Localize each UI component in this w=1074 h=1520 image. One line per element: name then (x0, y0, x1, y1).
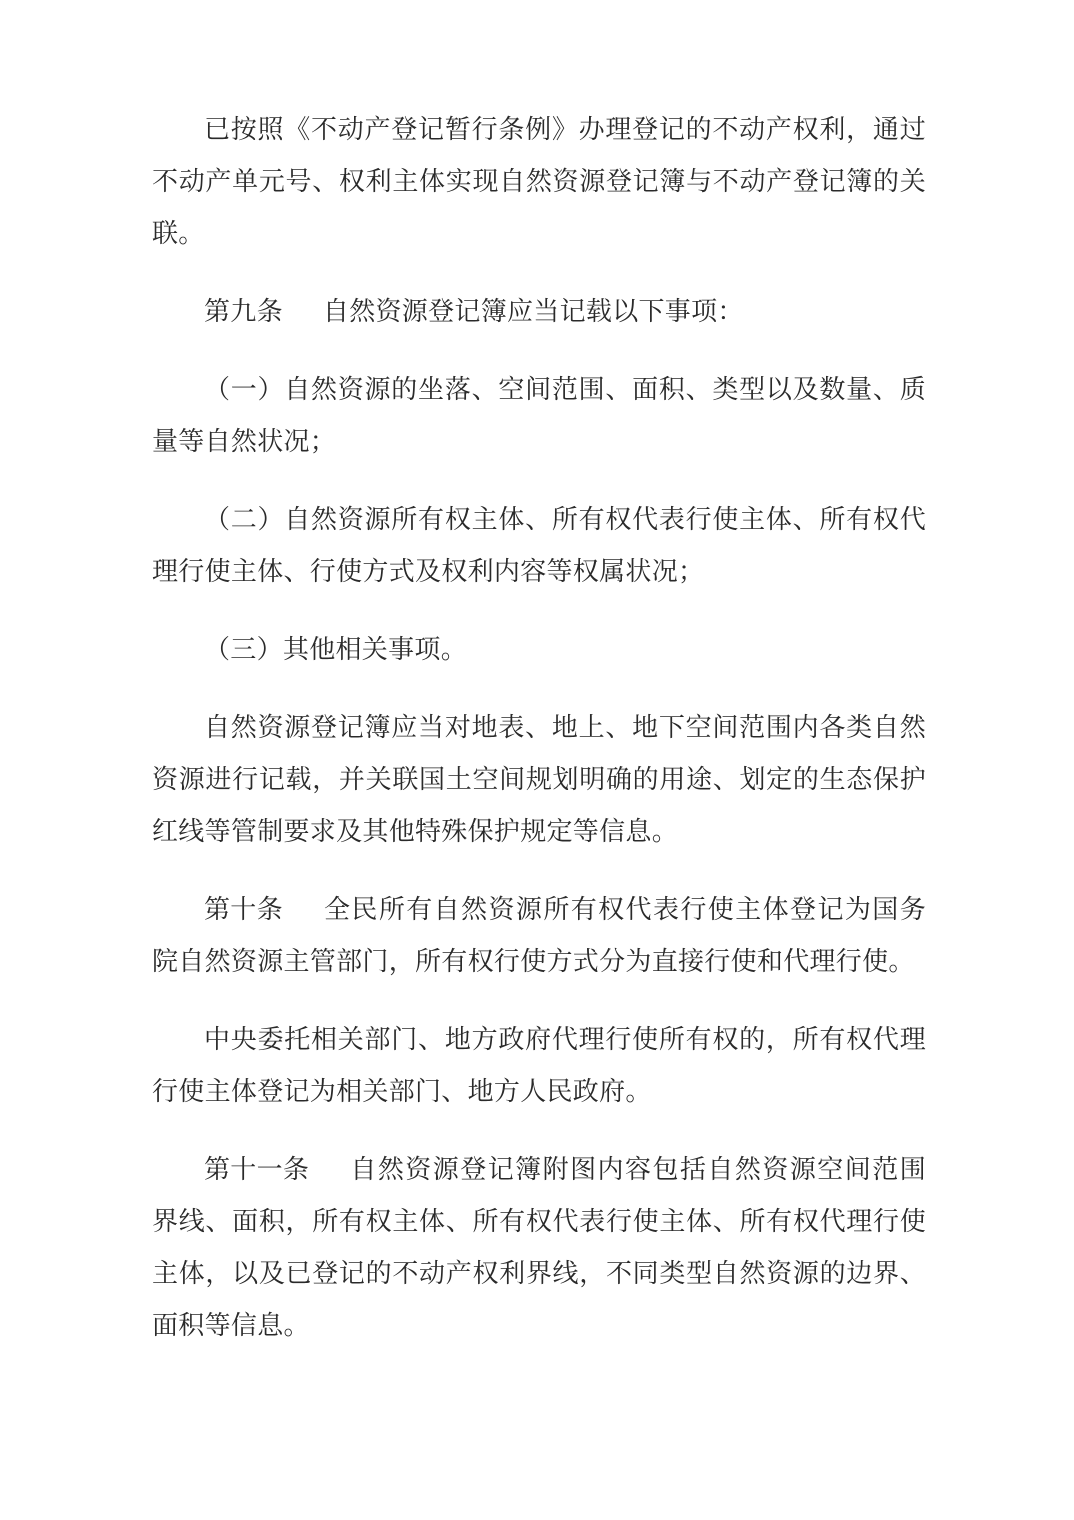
list-item-text: （二）自然资源所有权主体、所有权代表行使主体、所有权代理行使主体、行使方式及权利内容等权属状况； (152, 505, 926, 587)
list-item-natural-status (152, 364, 926, 468)
article-9 (152, 286, 926, 338)
list-item-text: （一）自然资源的坐落、空间范围、面积、类型以及数量、质量等自然状况； (152, 375, 926, 457)
article-label: 第九条 (204, 297, 283, 327)
paragraph-text: 中央委托相关部门、地方政府代理行使所有权的，所有权代理行使主体登记为相关部门、地方人民政府。 (152, 1025, 926, 1107)
list-item-ownership-status (152, 494, 926, 598)
article-label: 第十条 (204, 895, 283, 925)
list-item-other-matters (152, 624, 926, 676)
paragraph-text: 自然资源登记簿应当对地表、地上、地下空间范围内各类自然资源进行记载，并关联国土空间规划明确的用途、划定的生态保护红线等管制要求及其他特殊保护规定等信息。 (152, 713, 926, 847)
article-text: 全民所有自然资源所有权代表行使主体登记为国务院自然资源主管部门，所有权行使方式分为直接行使和代理行使。 (152, 895, 926, 977)
paragraph-registration-link (152, 104, 926, 260)
paragraph-delegated-ownership (152, 1014, 926, 1118)
paragraph-register-scope (152, 702, 926, 858)
list-item-text: （三）其他相关事项。 (204, 635, 468, 665)
article-10 (152, 884, 926, 988)
document-body (152, 104, 926, 1378)
article-11 (152, 1144, 926, 1352)
article-label: 第十一条 (204, 1155, 310, 1185)
article-text: 自然资源登记簿附图内容包括自然资源空间范围界线、面积，所有权主体、所有权代表行使主体、所有权代理行使主体，以及已登记的不动产权利界线，不同类型自然资源的边界、面积等信息。 (152, 1155, 926, 1341)
paragraph-text: 已按照《不动产登记暂行条例》办理登记的不动产权利，通过不动产单元号、权利主体实现自然资源登记簿与不动产登记簿的关联。 (152, 115, 926, 249)
article-text: 自然资源登记簿应当记载以下事项： (322, 297, 744, 327)
